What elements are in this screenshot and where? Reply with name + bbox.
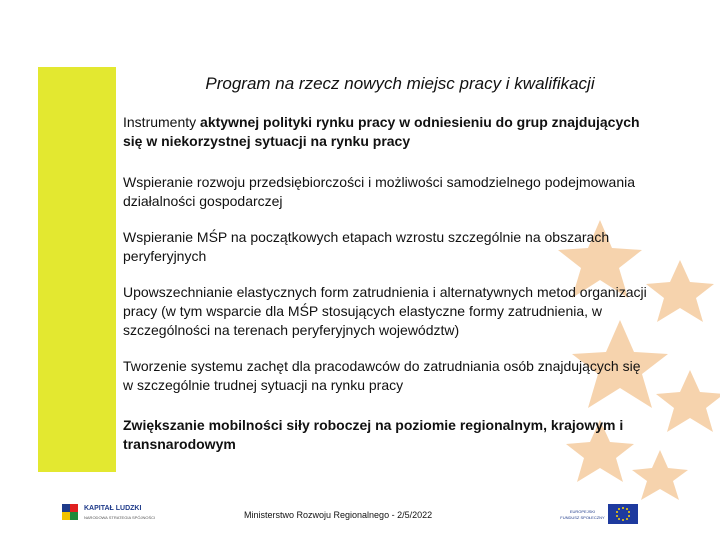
closing-paragraph: Zwiększanie mobilności siły roboczej na poziomie regionalnym, krajowym i transnarodowym [123, 417, 624, 452]
list-item: Upowszechnianie elastycznych form zatrudnienia i alternatywnych metod organizacji pracy (w tym wsparcie dla MŚP stosujących elastyczne formy zatrudnienia, w szczególności na terenach peryferyjnych województw) [123, 284, 647, 338]
list-item: Wspieranie MŚP na początkowych etapach wzrostu szczególnie na obszarach peryferyjnych [123, 229, 610, 264]
kapital-ludzki-text: KAPITAŁ LUDZKI [84, 505, 142, 512]
efs-logo [560, 502, 680, 530]
slide-content [123, 113, 653, 454]
footer-text: Ministerstwo Rozwoju Regionalnego - 2/5/2022 [244, 510, 433, 520]
intro-bold: aktywnej polityki rynku pracy w odniesieniu do grup znajdujących się w niekorzystnej sytuacji na rynku pracy [123, 114, 640, 149]
list-item: Wspieranie rozwoju przedsiębiorczości i możliwości samodzielnego podejmowania działalności gospodarczej [123, 174, 636, 209]
kapital-ludzki-logo [60, 500, 160, 534]
intro-paragraph [123, 113, 653, 151]
intro-prefix: Instrumenty [123, 114, 201, 130]
efs-text-line1: EUROPEJSKI [569, 509, 596, 514]
eu-flag-icon [608, 504, 638, 524]
accent-bar [38, 67, 116, 472]
kapital-ludzki-emblem-icon [60, 500, 80, 530]
kapital-ludzki-subtext: NARODOWA STRATEGIA SPÓJNOŚCI [84, 515, 156, 520]
slide-title: Program na rzecz nowych miejsc pracy i kwalifikacji [205, 74, 595, 93]
efs-text-line2: FUNDUSZ SPOŁECZNY [560, 515, 605, 520]
list-item: Tworzenie systemu zachęt dla pracodawców do zatrudniania osób znajdujących się w szczególnie trudnej sytuacji na rynku pracy [123, 358, 641, 393]
